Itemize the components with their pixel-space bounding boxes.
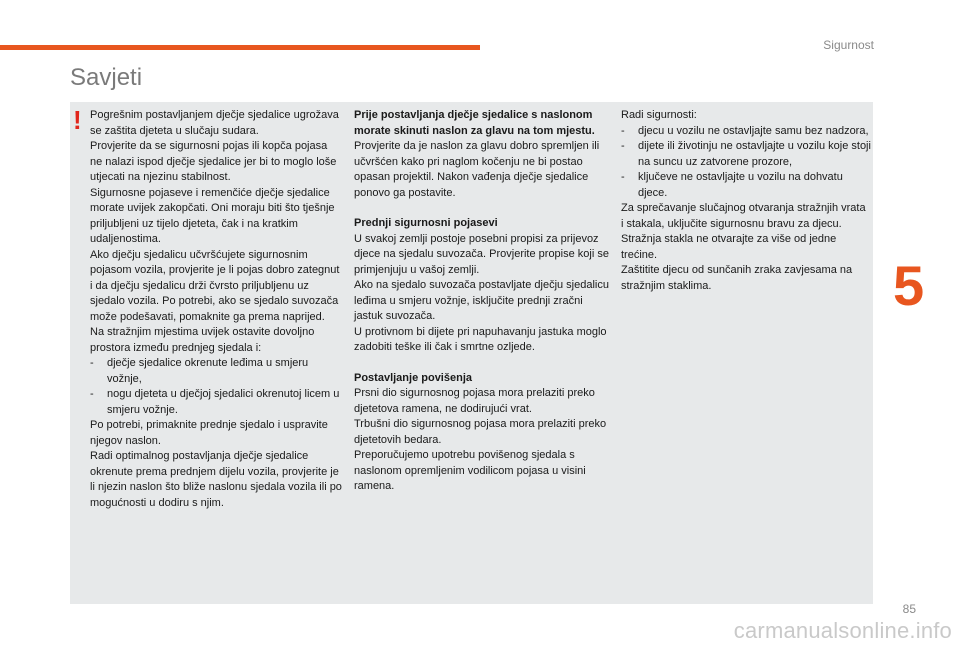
- list-item: - ključeve ne ostavljajte u vozilu na dohvatu djece.: [621, 171, 843, 199]
- column-warnings: [90, 108, 342, 511]
- paragraph: Trbušni dio sigurnosnog pojasa mora prelaziti preko djetetovih bedara.: [354, 418, 607, 446]
- paragraph: U svakoj zemlji postoje posebni propisi za prijevoz djece na sjedalu suvozača. Provjerite propise koji se primjenjuju u vašoj zemlji.: [354, 232, 609, 276]
- section-heading: Prednji sigurnosni pojasevi: [354, 217, 498, 229]
- list-item: - nogu djeteta u dječjoj sjedalici okrenutoj licem u smjeru vožnje.: [90, 388, 340, 416]
- column-headrest-belts: [354, 108, 610, 495]
- paragraph: Po potrebi, primaknite prednje sjedalo i uspravite njegov naslon.: [90, 419, 328, 447]
- paragraph: Preporučujemo upotrebu povišenog sjedala s naslonom opremljenim vodilicom pojasa u visini ramena.: [354, 449, 586, 492]
- header-accent-bar: [0, 45, 480, 50]
- paragraph: Prsni dio sigurnosnog pojasa mora prelaziti preko djetetova ramena, ne dodirujući vrat.: [354, 387, 595, 415]
- list-item: - dječje sjedalice okrenute leđima u smjeru vožnje,: [90, 357, 309, 385]
- paragraph: Pogrešnim postavljanjem dječje sjedalice ugrožava se zaštita djeteta u slučaju sudara.: [90, 109, 339, 137]
- list-item: - djecu u vozilu ne ostavljajte samu bez nadzora,: [621, 124, 869, 137]
- chapter-number: 5: [893, 254, 925, 317]
- exclamation-warning-icon: !: [73, 105, 82, 135]
- paragraph: Ako na sjedalo suvozača postavljate dječju sjedalicu leđima u smjeru vožnje, isključite prednji zračni jastuk suvozača.: [354, 279, 609, 322]
- paragraph: Ako dječju sjedalicu učvršćujete sigurnosnim pojasom vozila, provjerite je li pojas dobro zategnut i da dječju sjedalicu drži čvrsto priljubljenu uz sjedalo vozila. Po potrebi, ako se sjedalo suvozača može podešavati, pomaknite ga prema naprijed.: [90, 248, 340, 323]
- section-heading: Postavljanje povišenja: [354, 371, 472, 384]
- column-safety: [621, 108, 871, 294]
- paragraph: Radi optimalnog postavljanja dječje sjedalice okrenute prema prednjem dijelu vozila, provjerite je li njezin naslon što bliže naslonu sjedala vozila ili po mogućnosti u dodiru s njim.: [90, 450, 342, 509]
- page-number: 85: [902, 602, 916, 616]
- paragraph: U protivnom bi dijete pri napuhavanju jastuka moglo zadobiti teške ili čak i smrtne ozljede.: [354, 325, 607, 353]
- paragraph: Sigurnosne pojaseve i remenčiće dječje sjedalice morate uvijek zakopčati. Oni moraju biti što tješnje priljubljeni uz tijelo djeteta, čak i na kratkim udaljenostima.: [90, 186, 335, 245]
- paragraph: Provjerite da se sigurnosni pojas ili kopča pojasa ne nalazi ispod dječje sjedalice jer bi to moglo loše utjecati na njezinu stabilnost.: [90, 140, 337, 183]
- page-title: Savjeti: [70, 64, 143, 91]
- paragraph: Provjerite da je naslon za glavu dobro spremljen ili učvršćen kako pri naglom kočenju ne bi postao opasan projektil. Nakon vađenja dječje sjedalice ponovo ga postavite.: [354, 140, 600, 199]
- list-item: - dijete ili životinju ne ostavljajte u vozilu koje stoji na suncu uz zatvorene prozore,: [621, 140, 871, 168]
- section-heading: Prije postavljanja dječje sjedalice s naslonom morate skinuti naslon za glavu na tom mjestu.: [354, 109, 595, 137]
- paragraph: Za sprečavanje slučajnog otvaranja stražnjih vrata i stakala, uključite sigurnosnu bravu za djecu.: [621, 202, 866, 230]
- paragraph: Stražnja stakla ne otvarajte za više od jedne trećine.: [621, 233, 837, 261]
- paragraph: Zaštitite djecu od sunčanih zraka zavjesama na stražnjim staklima.: [621, 264, 853, 292]
- section-label: Sigurnost: [823, 38, 874, 52]
- paragraph: Na stražnjim mjestima uvijek ostavite dovoljno prostora između prednjeg sjedala i:: [90, 326, 315, 354]
- paragraph: Radi sigurnosti:: [621, 109, 697, 121]
- watermark: carmanualsonline.info: [733, 618, 952, 643]
